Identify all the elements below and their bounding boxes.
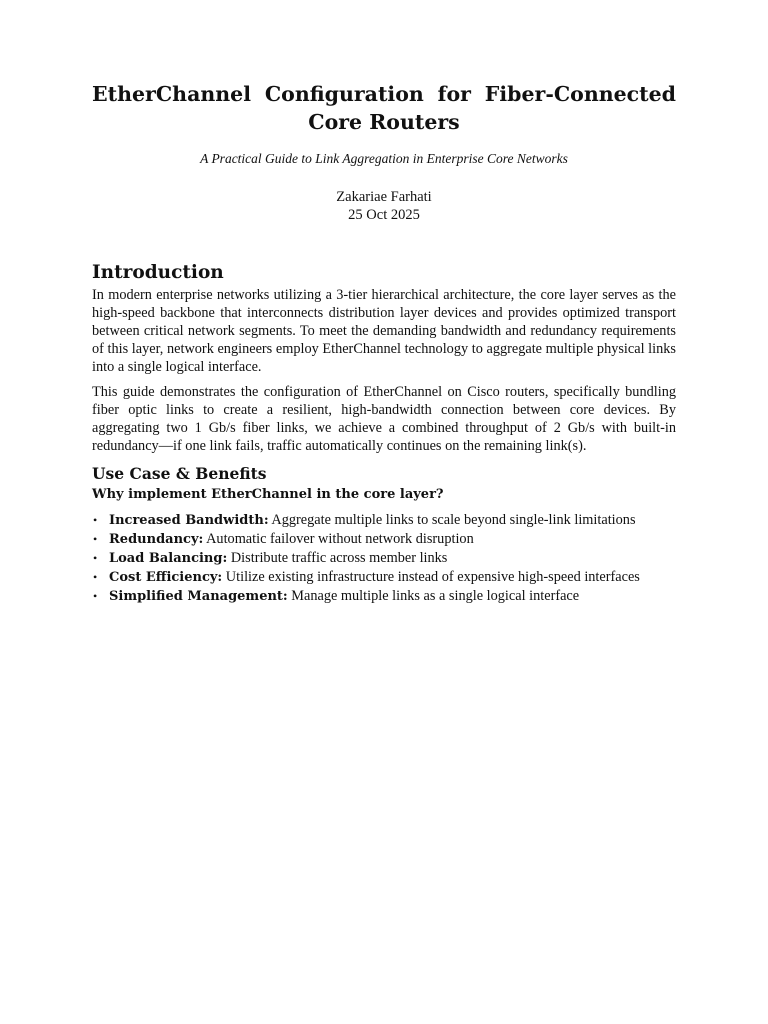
benefits-list — [92, 511, 676, 606]
document-date: 25 Oct 2025 — [348, 207, 420, 223]
bullet-icon: • — [93, 513, 98, 527]
benefit-term: Simplified Management: — [109, 589, 288, 604]
bullet-icon: • — [93, 551, 98, 565]
benefit-description: Distribute traffic across member links — [227, 550, 448, 566]
document-subtitle: A Practical Guide to Link Aggregation in Enterprise Core Networks — [200, 151, 568, 166]
benefit-description: Automatic failover without network disruption — [203, 531, 474, 547]
document-page — [92, 80, 676, 606]
bullet-icon: • — [93, 570, 98, 584]
list-item — [92, 587, 676, 606]
list-item — [92, 568, 676, 587]
benefit-term: Redundancy: — [109, 532, 204, 547]
list-item — [92, 549, 676, 568]
benefit-description: Manage multiple links as a single logical interface — [287, 588, 580, 604]
benefit-term: Cost Efficiency: — [109, 570, 223, 585]
bullet-icon: • — [93, 589, 98, 603]
use-case-question: Why implement EtherChannel in the core layer? — [92, 487, 444, 502]
list-item — [92, 511, 676, 530]
author-name: Zakariae Farhati — [336, 189, 432, 205]
introduction-paragraph-1: In modern enterprise networks utilizing a 3-tier hierarchical architecture, the core layer serves as the high-speed backbone that interconnects distribution layer devices and provides optimized transport between critical network segments. To meet the demanding bandwidth and redundancy requirements of this layer, network engineers employ EtherChannel technology to aggregate multiple physical links into a single logical interface. — [92, 287, 676, 375]
benefit-description: Utilize existing infrastructure instead of expensive high-speed interfaces — [222, 569, 640, 585]
introduction-paragraph-2: This guide demonstrates the configuration of EtherChannel on Cisco routers, specifically bundling fiber optic links to create a resilient, high-bandwidth connection between core devices. By aggregating two 1 Gb/s fiber links, we achieve a combined throughput of 2 Gb/s with built-in redundancy—if one link fails, traffic automatically continues on the remaining link(s). — [92, 384, 676, 454]
list-item — [92, 530, 676, 549]
introduction-heading: Introduction — [92, 262, 224, 283]
document-title: EtherChannel Configuration for Fiber-Connected Core Routers — [92, 82, 676, 134]
benefit-term: Load Balancing: — [109, 551, 228, 566]
bullet-icon: • — [93, 532, 98, 546]
benefit-description: Aggregate multiple links to scale beyond single-link limitations — [268, 512, 636, 528]
benefit-term: Increased Bandwidth: — [109, 513, 269, 528]
use-case-heading: Use Case & Benefits — [92, 464, 267, 483]
